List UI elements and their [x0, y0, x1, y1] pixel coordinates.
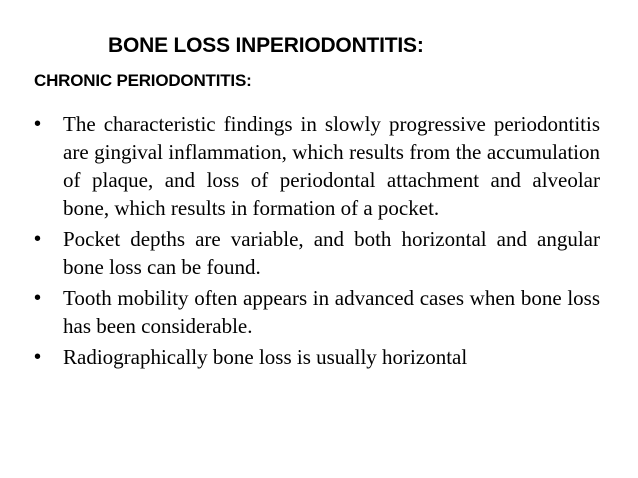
bullet-text: Pocket depths are variable, and both horizontal and angular bone loss can be found.	[63, 227, 600, 279]
slide-title: BONE LOSS INPERIODONTITIS:	[108, 34, 424, 57]
bullet-text: The characteristic findings in slowly progressive periodontitis are gingival inflammation, which results from the accumulation of plaque, and loss of periodontal attachment and alveolar bone, which results in formation of a pocket.	[63, 112, 600, 220]
bullet-item	[34, 110, 600, 222]
bullet-item	[34, 343, 600, 371]
bullet-text: Radiographically bone loss is usually horizontal	[63, 345, 468, 369]
bullet-list	[34, 110, 600, 374]
bullet-dot-icon: •	[34, 346, 42, 368]
bullet-dot-icon: •	[34, 113, 42, 135]
bullet-text: Tooth mobility often appears in advanced cases when bone loss has been considerable.	[63, 286, 600, 338]
slide-subtitle: CHRONIC PERIODONTITIS:	[34, 71, 252, 90]
bullet-item	[34, 284, 600, 340]
bullet-item	[34, 225, 600, 281]
bullet-dot-icon: •	[34, 287, 42, 309]
bullet-dot-icon: •	[34, 228, 42, 250]
